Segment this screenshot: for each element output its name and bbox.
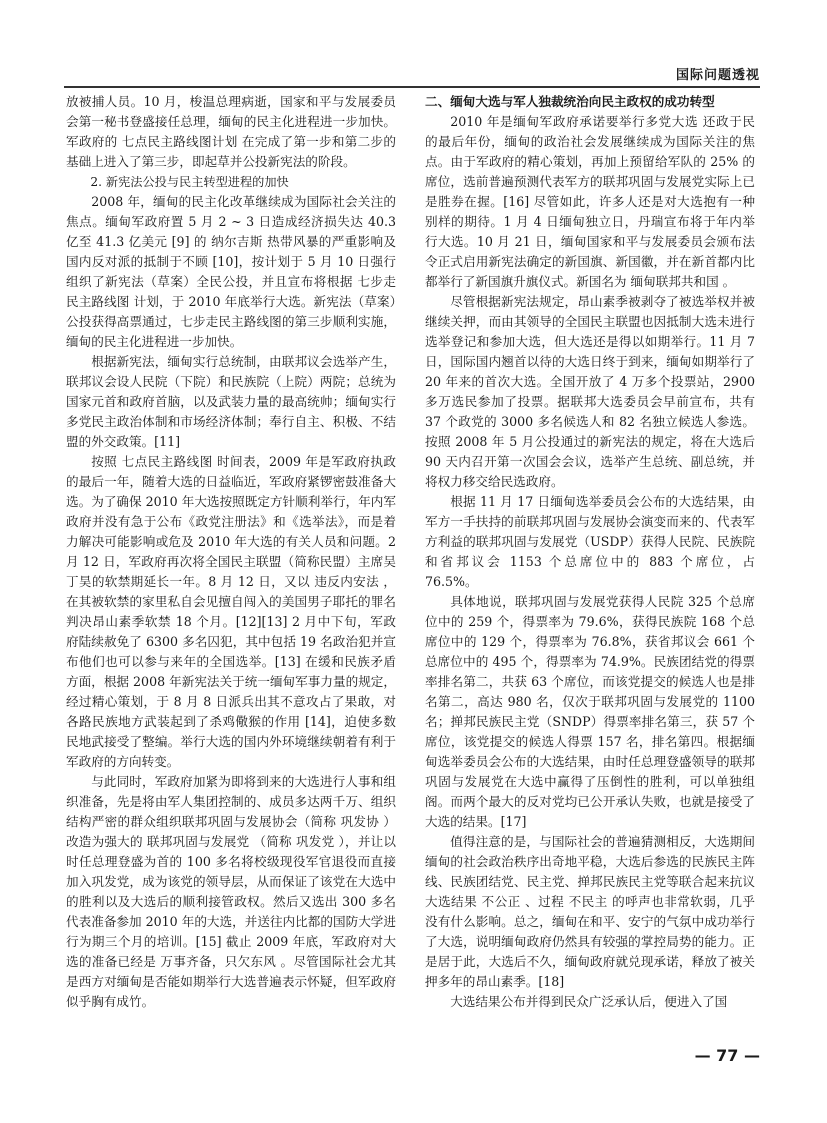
paragraph: 尽管根据新宪法规定，昂山素季被剥夺了被选举权并被继续关押，而由其领导的全国民主联盟也因抵制大选未进行选举登记和参加大选，但大选还是得以如期举行。11 月 7 日，国际国内翘首以待的大选日终于到来，缅甸如期举行了 20 年来的首次大选。全国开放了 4 万多个投票站，2900 多万选民参加了投票。据联邦大选委员会早前宣布，共有 37 个政党的 3000 多名候选人和 82 名独立候选人参选。按照 2008 年 5 月公投通过的新宪法的规定，将在大选后 90 天内召开第一次国会会议，选举产生总统、副总统，并将权力移交给民选政府。 (425, 294, 755, 489)
section-heading: 二、缅甸大选与军人独裁统治向民主政权的成功转型 (425, 94, 715, 109)
paragraph: 根据 11 月 17 日缅甸选举委员会公布的大选结果，由军方一手扶持的前联邦巩固与发展协会演变而来的、代表军方利益的联邦巩固与发展党（USDP）获得人民院、民族院和省邦议会 1153 个总席位中的 883 个席位，占 76.5%。 (425, 494, 755, 589)
paragraph: 具体地说，联邦巩固与发展党获得人民院 325 个总席位中的 259 个，得票率为 79.6%，获得民族院 168 个总席位中的 129 个，得票率为 76.8%，获省邦议会 661 个总席位中的 495 个，得票率为 74.9%。民族团结党的得票率排名第二，共获 63 个席位，而该党提交的候选人也是排名第二，高达 980 名，仅次于联邦巩固与发展党的 1100 名；掸邦民族民主党（SNDP）得票率排名第三，获 57 个席位，该党提交的候选人得票 157 名，排名第四。根据缅甸选举委员会公布的大选结果，由时任总理登盛领导的联邦巩固与发展党在大选中赢得了压倒性的胜利，可以单独组阁。而两个最大的反对党均已公开承认失败，也就是接受了大选的结果。[17] (425, 594, 755, 829)
paragraph: 2010 年是缅甸军政府承诺要举行多党大选 还政于民 的最后年份，缅甸的政治社会发展继续成为国际关注的焦点。由于军政府的精心策划，再加上预留给军队的 25% 的席位，选前普遍预测代表军方的联邦巩固与发展党实际上已是胜券在握。[16] 尽管如此，许多人还是对大选抱有一种别样的期待。1 月 4 日缅甸独立日，丹瑞宣布将于年内举行大选。10 月 21 日，缅甸国家和平与发展委员会颁布法令正式启用新宪法确定的新国旗、新国徽，并在新首都内比都举行了新国旗升旗仪式。新国名为 缅甸联邦共和国 。 (425, 114, 755, 289)
paragraph: 按照 七点民主路线图 时间表，2009 年是军政府执政的最后一年，随着大选的日益临近，军政府紧锣密鼓准备大选。为了确保 2010 年大选按照既定方针顺利举行，年内军政府并没有急于公布《政党注册法》和《选举法》，而是着力解决可能影响或危及 2010 年大选的有关人员和问题。2 月 12 日，军政府再次将全国民主联盟（简称民盟）主席吴丁昊的软禁期延长一年。8 月 12 日，又以 违反内安法 ，在其被软禁的家里私自会见擅自闯入的美国男子耶托的罪名判决昂山素季软禁 18 个月。[12][13] 2 月中下旬，军政府陆续赦免了 6300 多名囚犯，其中包括 19 名政治犯并宣布他们也可以参与来年的全国选举。[13] 在缓和民族矛盾方面，根据 2008 年新宪法关于统一缅甸军事力量的规定，经过精心策划，于 8 月 8 日派兵出其不意攻占了果敢，对各路民族地方武装起到了杀鸡儆猴的作用 [14]，迫使多数民地武接受了整编。举行大选的国内外环境继续朝着有利于军政府的方向转变。 (66, 454, 396, 769)
page-number: — 77 — (694, 1046, 760, 1065)
header-rule (64, 86, 760, 88)
subsection-heading: 2. 新宪法公投与民主转型进程的加快 (90, 175, 289, 189)
paragraph: 根据新宪法，缅甸实行总统制，由联邦议会选举产生，联邦议会设人民院（下院）和民族院（上院）两院；总统为国家元首和政府首脑，以及武装力量的最高统帅；缅甸实行多党民主政治体制和市场经济体制；奉行自主、积极、不结盟的外交政策。[11] (66, 354, 396, 449)
paragraph: 大选结果公布并得到民众广泛承认后，便进入了国 (450, 994, 728, 1009)
paragraph: 值得注意的是，与国际社会的普遍猜测相反，大选期间缅甸的社会政治秩序出奇地平稳，大选后参选的民族民主阵线、民族团结党、民主党、掸邦民族民主党等联合起来抗议大选结果 不公正 、过程 不民主 的呼声也非常软弱，几乎没有什么影响。总之，缅甸在和平、安宁的气氛中成功举行了大选，说明缅甸政府仍然具有较强的掌控局势的能力。正是居于此，大选后不久，缅甸政府就兑现承诺，释放了被关押多年的昂山素季。[18] (425, 834, 755, 989)
paragraph: 2008 年，缅甸的民主化改革继续成为国际社会关注的焦点。缅甸军政府置 5 月 2 ~ 3 日造成经济损失达 40.3 亿至 41.3 亿美元 [9] 的 纳尔吉斯 热带风暴的严重影响及国内反对派的抵制于不顾 [10]，按计划于 5 月 10 日强行组织了新宪法（草案）全民公投，并且宣布将根据 七步走民主路线图 计划，于 2010 年底举行大选。新宪法（草案）公投获得高票通过，七步走民主路线图的第三步顺利实施，缅甸的民主化进程进一步加快。 (66, 194, 396, 349)
left-column (66, 92, 396, 1012)
right-column (425, 92, 755, 1012)
paragraph: 放被捕人员。10 月，梭温总理病逝，国家和平与发展委员会第一秘书登盛接任总理，缅甸的民主化进程进一步加快。军政府的 七点民主路线图计划 在完成了第一步和第二步的基础上进入了第三步，即起草并公投新宪法的阶段。 (66, 94, 396, 169)
paragraph: 与此同时，军政府加紧为即将到来的大选进行人事和组织准备，先是将由军人集团控制的、成员多达两千万、组织结构严密的群众组织联邦巩固与发展协会（简称 巩发协 ）改造为强大的 联邦巩固与发展党 （简称 巩发党 ），并让以时任总理登盛为首的 100 多名将校级现役军官退役而直接加入巩发党，成为该党的领导层，从而保证了该党在大选中的胜利以及大选后的顺利接管政权。然后又选出 300 多名代表准备参加 2010 年的大选，并送往内比都的国防大学进行为期三个月的培训。[15] 截止 2009 年底，军政府对大选的准备已经是 万事齐备，只欠东风 。尽管国际社会尤其是西方对缅甸是否能如期举行大选普遍表示怀疑，但军政府似乎胸有成竹。 (66, 774, 396, 1009)
section-header: 国际问题透视 (675, 68, 760, 83)
